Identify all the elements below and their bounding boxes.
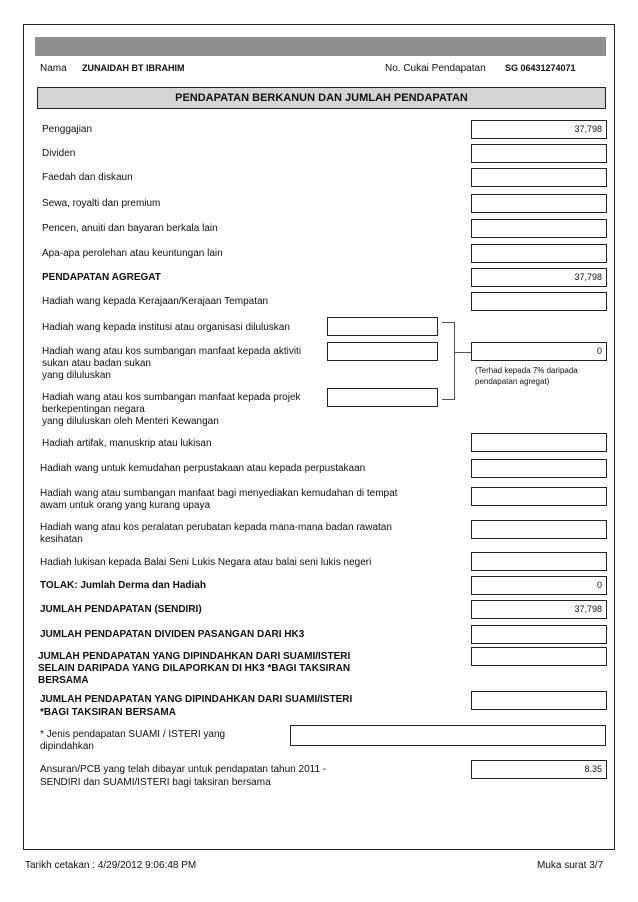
field-group-total[interactable]: 0 xyxy=(471,342,607,361)
field-lukisan[interactable] xyxy=(471,552,607,571)
field-artifak[interactable] xyxy=(471,433,607,452)
name-value: ZUNAIDAH BT IBRAHIM xyxy=(82,63,185,73)
field-hadiah-institusi[interactable] xyxy=(327,317,438,336)
label-lukisan: Hadiah lukisan kepada Balai Seni Lukis Negara atau balai seni lukis negeri xyxy=(40,557,372,568)
section-title: PENDAPATAN BERKANUN DAN JUMLAH PENDAPATAN xyxy=(37,87,606,109)
field-dividen-pasangan[interactable] xyxy=(471,625,607,644)
limit-note-line2: pendapatan agregat) xyxy=(475,377,550,386)
field-penggajian[interactable]: 37,798 xyxy=(471,120,607,139)
field-hadiah-projek[interactable] xyxy=(327,388,438,407)
label-pencen: Pencen, anuiti dan bayaran berkala lain xyxy=(42,223,218,234)
header-bar xyxy=(35,37,606,56)
label-artifak: Hadiah artifak, manuskrip atau lukisan xyxy=(42,438,212,449)
label-sewa: Sewa, royalti dan premium xyxy=(42,198,161,209)
tax-number-value: SG 06431274071 xyxy=(505,63,576,73)
label-perpustakaan: Hadiah wang untuk kemudahan perpustakaan atau kepada perpustakaan xyxy=(40,463,366,474)
label-faedah: Faedah dan diskaun xyxy=(42,172,133,183)
label-pindah-selain-line2: SELAIN DARIPADA YANG DILAPORKAN DI HK3 *BAGI TAKSIRAN xyxy=(38,663,351,674)
label-hadiah-institusi: Hadiah wang kepada institusi atau organisasi diluluskan xyxy=(42,322,290,333)
field-ansuran-pcb[interactable]: 8.35 xyxy=(471,760,607,779)
field-hadiah-sukan[interactable] xyxy=(327,342,438,361)
field-faedah[interactable] xyxy=(471,168,607,187)
field-pendapatan-agregat[interactable]: 37,798 xyxy=(471,268,607,287)
label-perubatan-line2: kesihatan xyxy=(40,534,83,545)
label-hadiah-projek-line1: Hadiah wang atau kos sumbangan manfaat kepada projek xyxy=(42,392,301,403)
label-hadiah-kerajaan: Hadiah wang kepada Kerajaan/Kerajaan Tempatan xyxy=(42,296,269,307)
tax-number-label: No. Cukai Pendapatan xyxy=(385,63,486,74)
label-pendapatan-agregat: PENDAPATAN AGREGAT xyxy=(42,272,161,283)
label-jenis-line2: dipindahkan xyxy=(40,741,94,752)
label-apa-apa: Apa-apa perolehan atau keuntungan lain xyxy=(42,248,223,259)
label-dividen: Dividen xyxy=(42,148,76,159)
label-jumlah-sendiri: JUMLAH PENDAPATAN (SENDIRI) xyxy=(40,604,202,615)
field-dividen[interactable] xyxy=(471,144,607,163)
label-pindah-bersama-line1: JUMLAH PENDAPATAN YANG DIPINDAHKAN DARI SUAMI/ISTERI xyxy=(40,694,353,705)
group-bracket-connector xyxy=(454,352,472,353)
label-ansuran-line1: Ansuran/PCB yang telah dibayar untuk pendapatan tahun 2011 - xyxy=(40,764,327,775)
label-perubatan-line1: Hadiah wang atau kos peralatan perubatan kepada mana-mana badan rawatan xyxy=(40,522,392,533)
limit-note-line1: (Terhad kepada 7% daripada xyxy=(475,366,578,375)
label-kurang-upaya-line2: awam untuk orang yang kurang upaya xyxy=(40,500,211,511)
group-bracket xyxy=(442,322,455,400)
label-dividen-pasangan: JUMLAH PENDAPATAN DIVIDEN PASANGAN DARI HK3 xyxy=(40,629,305,640)
field-perubatan[interactable] xyxy=(471,520,607,539)
label-jenis-line1: * Jenis pendapatan SUAMI / ISTERI yang xyxy=(40,729,226,740)
field-sewa[interactable] xyxy=(471,194,607,213)
field-pencen[interactable] xyxy=(471,219,607,238)
field-jenis-pendapatan[interactable] xyxy=(290,725,606,746)
field-kurang-upaya[interactable] xyxy=(471,487,607,506)
label-kurang-upaya-line1: Hadiah wang atau sumbangan manfaat bagi menyediakan kemudahan di tempat xyxy=(40,488,398,499)
label-hadiah-sukan-line1: Hadiah wang atau kos sumbangan manfaat kepada aktiviti xyxy=(42,346,302,357)
label-tolak: TOLAK: Jumlah Derma dan Hadiah xyxy=(40,580,206,591)
label-pindah-selain-line3: BERSAMA xyxy=(38,675,89,686)
field-pindah-bersama[interactable] xyxy=(471,691,607,710)
field-perpustakaan[interactable] xyxy=(471,459,607,478)
label-hadiah-sukan-line2: sukan atau badan sukan xyxy=(42,358,151,369)
label-hadiah-projek-line2: berkepentingan negara xyxy=(42,404,145,415)
print-date: Tarikh cetakan : 4/29/2012 9:06:48 PM xyxy=(25,860,197,871)
field-pindah-selain[interactable] xyxy=(471,647,607,666)
label-ansuran-line2: SENDIRI dan SUAMI/ISTERI bagi taksiran bersama xyxy=(40,777,271,788)
label-hadiah-projek-line3: yang diluluskan oleh Menteri Kewangan xyxy=(42,416,219,427)
label-penggajian: Penggajian xyxy=(42,124,93,135)
page-number: Muka surat 3/7 xyxy=(537,860,604,871)
field-tolak[interactable]: 0 xyxy=(471,576,607,595)
label-pindah-selain-line1: JUMLAH PENDAPATAN YANG DIPINDAHKAN DARI SUAMI/ISTERI xyxy=(38,651,351,662)
field-hadiah-kerajaan[interactable] xyxy=(471,292,607,311)
label-pindah-bersama-line2: *BAGI TAKSIRAN BERSAMA xyxy=(40,707,176,718)
name-label: Nama xyxy=(40,63,67,74)
field-apa-apa[interactable] xyxy=(471,244,607,263)
field-jumlah-sendiri[interactable]: 37,798 xyxy=(471,600,607,619)
label-hadiah-sukan-line3: yang diluluskan xyxy=(42,370,111,381)
